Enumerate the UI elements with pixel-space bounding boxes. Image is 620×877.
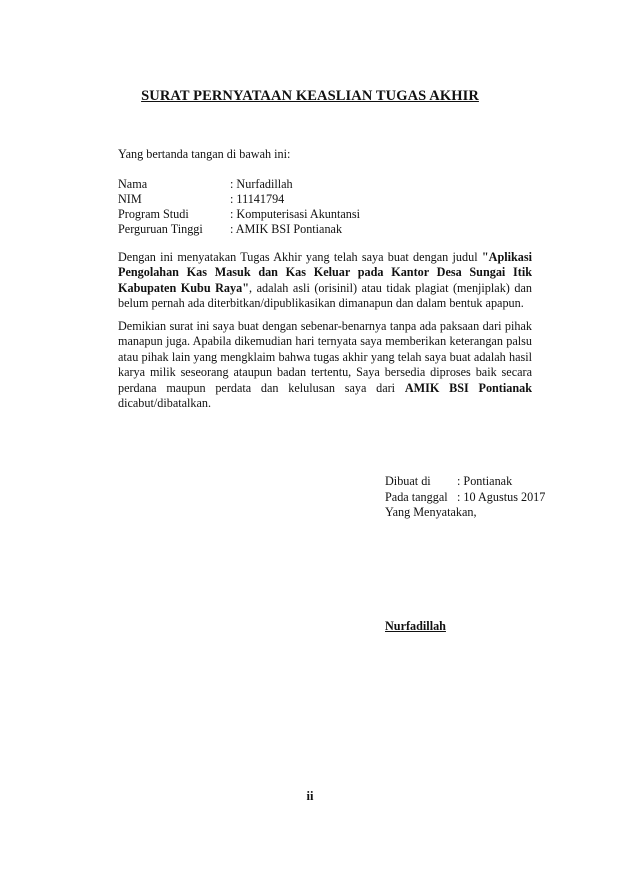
identity-row: [118, 207, 360, 222]
identity-value: : AMIK BSI Pontianak: [230, 222, 343, 236]
closing-tail: dicabut/dibatalkan.: [118, 396, 212, 411]
identity-value: : 11141794: [230, 192, 285, 206]
thesis-title: "Aplikasi Pengolahan Kas Masuk dan Kas Keluar pada Kantor Desa Sungai Itik Kabupaten Kubu Raya": [118, 250, 532, 295]
identity-label: Perguruan Tinggi: [118, 222, 203, 236]
identity-table: [118, 177, 360, 237]
statement-lead: Dengan ini menyatakan Tugas Akhir yang telah saya buat dengan judul: [118, 250, 482, 264]
signer-name: Nurfadillah: [385, 619, 446, 633]
date-label: Pada tanggal: [385, 489, 448, 504]
date-value: : 10 Agustus 2017: [457, 489, 546, 504]
closing-text: Yang Menyatakan,: [385, 505, 477, 519]
intro-text: Yang bertanda tangan di bawah ini:: [118, 147, 291, 161]
place-value: : Pontianak: [457, 474, 513, 488]
document-title: SURAT PERNYATAAN KEASLIAN TUGAS AKHIR: [141, 88, 479, 104]
statement-paragraph: [118, 250, 532, 312]
identity-label: NIM: [118, 192, 142, 206]
place-label: Dibuat di: [385, 474, 431, 488]
closing-lead: Demikian surat ini saya buat dengan sebenar-benarnya tanpa ada paksaan dari pihak manapun juga. Apabila dikemudian hari ternyata saya memberikan keterangan palsu atau pihak lain yang mengklaim bahwa tugas akhir yang telah saya buat adalah hasil karya milik seseorang ataupun badan tertentu, Saya bersedia diproses baik secara perdana maupun perdata dan kelulusan saya dari: [118, 319, 532, 395]
identity-row: [118, 222, 360, 237]
page-number: ii: [306, 789, 314, 803]
identity-row: [118, 177, 360, 192]
institution-name: AMIK BSI Pontianak: [404, 380, 532, 395]
identity-value: : Komputerisasi Akuntansi: [230, 207, 360, 221]
identity-value: : Nurfadillah: [230, 177, 293, 191]
identity-label: Nama: [118, 177, 148, 191]
identity-row: [118, 192, 360, 207]
signature-block: [385, 474, 545, 521]
signature-closing-row: [385, 505, 545, 521]
identity-label: Program Studi: [118, 207, 189, 221]
signature-date-row: [385, 490, 545, 506]
closing-paragraph: [118, 319, 532, 411]
signature-place-row: [385, 474, 545, 490]
statement-tail: , adalah asli (orisinil) atau tidak plagiat (menjiplak) dan belum pernah ada diterbitkan/dipublikasikan dimanapun dan dalam bentuk apapun.: [118, 280, 532, 311]
